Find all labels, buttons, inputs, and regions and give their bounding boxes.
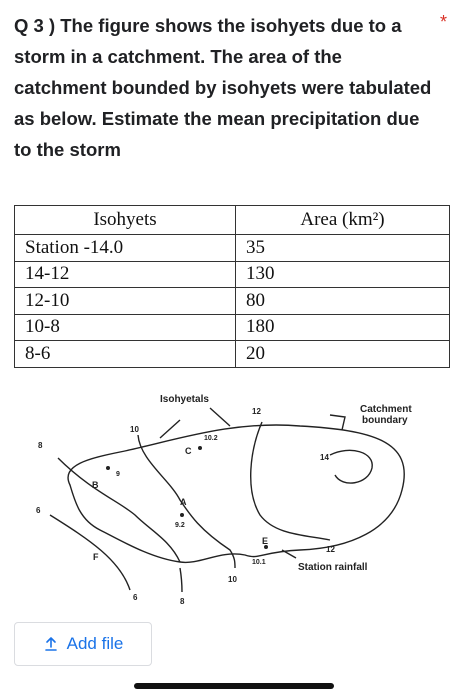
cell-isohyet: 8-6 bbox=[15, 341, 236, 368]
contour-label: 8 bbox=[38, 441, 43, 450]
label-catchment: Catchment bbox=[360, 404, 412, 415]
cell-area: 80 bbox=[236, 288, 450, 315]
table-header-row bbox=[15, 206, 450, 235]
station-value: 10.2 bbox=[204, 435, 218, 442]
station-value: 10.1 bbox=[252, 559, 266, 566]
isohyet-8b bbox=[180, 568, 182, 592]
table-row bbox=[15, 235, 450, 262]
required-asterisk: * bbox=[440, 12, 448, 32]
station-label: F bbox=[93, 552, 99, 562]
isohyet-14 bbox=[330, 450, 372, 483]
cell-area: 20 bbox=[236, 341, 450, 368]
cell-area: 180 bbox=[236, 314, 450, 341]
header-area: Area (km²) bbox=[236, 206, 450, 235]
home-indicator bbox=[134, 683, 334, 689]
question-text: Q 3 ) The figure shows the isohyets due to a storm in a catchment. The area of the catchment bounded by isohyets were tabulated as below. Estimate the mean precipitation due to the storm bbox=[14, 15, 432, 160]
station-label: E bbox=[262, 536, 269, 546]
isohyet-figure bbox=[30, 390, 430, 605]
add-file-button[interactable] bbox=[14, 622, 152, 666]
cell-area: 35 bbox=[236, 235, 450, 262]
upload-icon bbox=[43, 636, 59, 652]
label-station-rainfall: Station rainfall bbox=[298, 562, 368, 573]
add-file-label: Add file bbox=[66, 634, 124, 653]
contour-label: 6 bbox=[133, 593, 138, 602]
label-boundary: boundary bbox=[362, 415, 408, 426]
contour-label: 12 bbox=[252, 407, 261, 416]
contour-label: 14 bbox=[320, 453, 329, 462]
table-row bbox=[15, 314, 450, 341]
contour-label: 10 bbox=[228, 575, 237, 584]
isohyet-12 bbox=[251, 422, 330, 540]
contour-label: 6 bbox=[36, 506, 41, 515]
station-label: C bbox=[185, 446, 192, 456]
station-value: 9.2 bbox=[175, 522, 185, 529]
table-row bbox=[15, 288, 450, 315]
contour-label: 10 bbox=[130, 425, 139, 434]
cell-isohyet: 10-8 bbox=[15, 314, 236, 341]
table-row bbox=[15, 261, 450, 288]
isohyet-area-table bbox=[14, 205, 450, 368]
cell-area: 130 bbox=[236, 261, 450, 288]
header-isohyets: Isohyets bbox=[15, 206, 236, 235]
catchment-boundary bbox=[68, 425, 404, 562]
cell-isohyet: Station -14.0 bbox=[15, 235, 236, 262]
cell-isohyet: 14-12 bbox=[15, 261, 236, 288]
station-value: 9 bbox=[116, 471, 120, 478]
table-row bbox=[15, 341, 450, 368]
cell-isohyet: 12-10 bbox=[15, 288, 236, 315]
isohyet-6 bbox=[50, 515, 130, 590]
station-label: A bbox=[180, 497, 187, 507]
contour-label: 8 bbox=[180, 597, 185, 605]
label-isohyetals: Isohyetals bbox=[160, 394, 209, 405]
station-label: B bbox=[92, 480, 99, 490]
contour-label: 12 bbox=[326, 545, 335, 554]
